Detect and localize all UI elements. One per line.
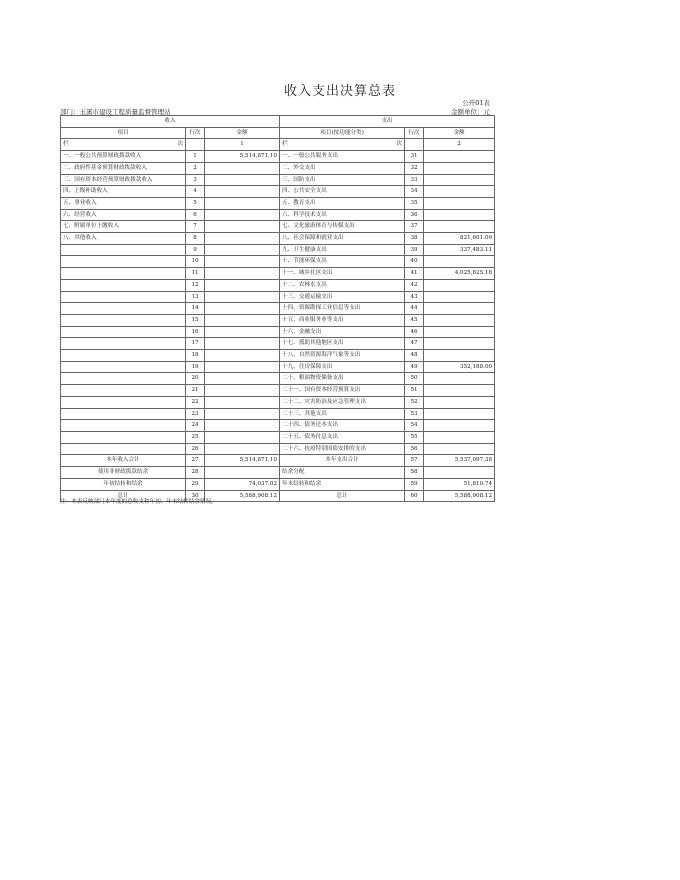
expense-item-cell: 十四、资源勘探工业信息等支出 bbox=[280, 303, 405, 315]
expense-item-cell: 十六、金融支出 bbox=[280, 326, 405, 338]
income-amount-cell bbox=[205, 467, 280, 479]
column-header-row bbox=[61, 127, 495, 139]
expense-item-cell: 六、科学技术支出 bbox=[280, 209, 405, 221]
income-item-cell bbox=[61, 420, 186, 432]
table-note: 注：本表反映部门本年度的总收支和年初、年末结转结余情况。 bbox=[60, 499, 217, 505]
expense-amount-cell bbox=[424, 221, 495, 233]
expense-item-cell: 十、节能环保支出 bbox=[280, 256, 405, 268]
expense-item-cell: 二十六、抗疫特别国债安排的支出 bbox=[280, 443, 405, 455]
expense-amount-cell bbox=[424, 303, 495, 315]
expense-item-cell: 十七、援助其他地区支出 bbox=[280, 338, 405, 350]
table-row bbox=[61, 174, 495, 186]
expense-line-cell: 43 bbox=[405, 291, 424, 303]
income-item-cell bbox=[61, 361, 186, 373]
income-line-cell: 28 bbox=[186, 467, 205, 479]
table-row bbox=[61, 467, 495, 479]
expense-col-label: 栏 次 bbox=[280, 139, 405, 151]
income-line-cell: 5 bbox=[186, 197, 205, 209]
income-line-cell: 8 bbox=[186, 233, 205, 245]
expense-line-cell: 45 bbox=[405, 314, 424, 326]
table-row bbox=[61, 162, 495, 174]
income-line-cell: 6 bbox=[186, 209, 205, 221]
expense-item-cell: 二十一、国有资本经营预算支出 bbox=[280, 385, 405, 397]
income-col-number: 1 bbox=[205, 139, 280, 151]
column-number-row bbox=[61, 139, 495, 151]
expense-line-cell: 42 bbox=[405, 279, 424, 291]
income-amount-cell bbox=[205, 385, 280, 397]
expense-item-cell: 二、外交支出 bbox=[280, 162, 405, 174]
expense-amount-cell: 51,810.74 bbox=[424, 478, 495, 490]
section-header-row bbox=[61, 116, 495, 128]
expense-line-cell: 55 bbox=[405, 431, 424, 443]
expense-item-cell: 七、文化旅游体育与传媒支出 bbox=[280, 221, 405, 233]
expense-item-cell: 十一、城乡社区支出 bbox=[280, 268, 405, 280]
expense-line-cell: 60 bbox=[405, 490, 424, 502]
income-line-cell: 10 bbox=[186, 256, 205, 268]
table-row bbox=[61, 268, 495, 280]
expense-amount-cell: 5,588,908.12 bbox=[424, 490, 495, 502]
income-item-cell: 八、其他收入 bbox=[61, 233, 186, 245]
expense-amount-cell bbox=[424, 186, 495, 198]
expense-amount-cell bbox=[424, 326, 495, 338]
income-line-cell: 24 bbox=[186, 420, 205, 432]
expense-item-header: 项目(按功能分类) bbox=[280, 127, 405, 139]
income-amount-cell bbox=[205, 350, 280, 362]
expense-line-cell: 56 bbox=[405, 443, 424, 455]
expense-line-cell: 44 bbox=[405, 303, 424, 315]
income-line-cell: 2 bbox=[186, 162, 205, 174]
expense-line-cell: 52 bbox=[405, 396, 424, 408]
expense-amount-cell bbox=[424, 279, 495, 291]
expense-item-cell: 总计 bbox=[280, 490, 405, 502]
income-amount-cell bbox=[205, 186, 280, 198]
income-line-cell: 30 bbox=[186, 490, 205, 502]
expense-line-cell: 31 bbox=[405, 151, 424, 163]
expense-line-cell: 51 bbox=[405, 385, 424, 397]
expense-item-cell: 十二、农林水支出 bbox=[280, 279, 405, 291]
table-row bbox=[61, 221, 495, 233]
income-item-cell: 使用非财政拨款结余 bbox=[61, 467, 186, 479]
expense-line-cell: 37 bbox=[405, 221, 424, 233]
expense-line-header: 行次 bbox=[405, 127, 424, 139]
expense-line-cell: 34 bbox=[405, 186, 424, 198]
income-amount-cell bbox=[205, 256, 280, 268]
income-amount-cell bbox=[205, 431, 280, 443]
table-row bbox=[61, 385, 495, 397]
table-row bbox=[61, 455, 495, 467]
income-amount-cell bbox=[205, 162, 280, 174]
income-item-cell bbox=[61, 338, 186, 350]
income-item-cell: 本年收入合计 bbox=[61, 455, 186, 467]
expense-amount-cell bbox=[424, 396, 495, 408]
table-row bbox=[61, 291, 495, 303]
expense-amount-cell: 337,483.11 bbox=[424, 244, 495, 256]
expense-item-cell: 二十二、灾害防治及应急管理支出 bbox=[280, 396, 405, 408]
income-amount-cell bbox=[205, 338, 280, 350]
income-item-header: 项目 bbox=[61, 127, 186, 139]
table-row bbox=[61, 209, 495, 221]
income-item-cell bbox=[61, 408, 186, 420]
expense-line-cell: 54 bbox=[405, 420, 424, 432]
income-line-cell: 27 bbox=[186, 455, 205, 467]
income-line-cell: 7 bbox=[186, 221, 205, 233]
expense-line-cell: 59 bbox=[405, 478, 424, 490]
income-amount-cell bbox=[205, 279, 280, 291]
income-amount-cell bbox=[205, 408, 280, 420]
income-line-cell: 1 bbox=[186, 151, 205, 163]
expense-line-cell: 38 bbox=[405, 233, 424, 245]
expense-item-cell: 四、公共安全支出 bbox=[280, 186, 405, 198]
expense-line-cell: 58 bbox=[405, 467, 424, 479]
income-line-cell: 26 bbox=[186, 443, 205, 455]
table-row bbox=[61, 197, 495, 209]
income-line-cell: 18 bbox=[186, 350, 205, 362]
income-item-cell bbox=[61, 443, 186, 455]
income-item-cell: 六、经营收入 bbox=[61, 209, 186, 221]
income-amount-cell bbox=[205, 396, 280, 408]
expense-amount-cell bbox=[424, 314, 495, 326]
form-number: 公开01表 bbox=[462, 99, 490, 107]
income-line-cell: 21 bbox=[186, 385, 205, 397]
expense-amount-cell bbox=[424, 151, 495, 163]
expense-section-header: 支出 bbox=[280, 116, 495, 128]
income-amount-cell: 5,588,908.12 bbox=[205, 490, 280, 502]
income-item-cell: 总计 bbox=[61, 490, 186, 502]
expense-item-cell: 二十三、其他支出 bbox=[280, 408, 405, 420]
table-row bbox=[61, 244, 495, 256]
income-amount-cell bbox=[205, 420, 280, 432]
expense-line-cell: 48 bbox=[405, 350, 424, 362]
income-line-cell: 17 bbox=[186, 338, 205, 350]
income-line-cell: 29 bbox=[186, 478, 205, 490]
expense-amount-cell bbox=[424, 373, 495, 385]
income-section-header: 收入 bbox=[61, 116, 280, 128]
income-line-cell: 11 bbox=[186, 268, 205, 280]
expense-item-cell: 八、社会保障和就业支出 bbox=[280, 233, 405, 245]
income-line-header: 行次 bbox=[186, 127, 205, 139]
expense-line-cell: 53 bbox=[405, 408, 424, 420]
table-row bbox=[61, 431, 495, 443]
income-amount-cell bbox=[205, 174, 280, 186]
table-row bbox=[61, 408, 495, 420]
expense-amount-cell bbox=[424, 209, 495, 221]
expense-line-cell: 35 bbox=[405, 197, 424, 209]
expense-line-cell: 46 bbox=[405, 326, 424, 338]
table-row bbox=[61, 420, 495, 432]
table-row bbox=[61, 361, 495, 373]
income-amount-cell bbox=[205, 361, 280, 373]
income-expense-table bbox=[60, 115, 495, 502]
expense-item-cell: 十三、交通运输支出 bbox=[280, 291, 405, 303]
expense-item-cell: 三、国防支出 bbox=[280, 174, 405, 186]
expense-amount-cell: 4,025,825.18 bbox=[424, 268, 495, 280]
income-amount-cell bbox=[205, 221, 280, 233]
income-line-cell: 4 bbox=[186, 186, 205, 198]
income-amount-cell bbox=[205, 326, 280, 338]
expense-item-cell: 一、一般公共服务支出 bbox=[280, 151, 405, 163]
income-item-cell bbox=[61, 244, 186, 256]
income-line-cell: 13 bbox=[186, 291, 205, 303]
expense-amount-cell bbox=[424, 431, 495, 443]
expense-line-cell: 47 bbox=[405, 338, 424, 350]
income-item-cell bbox=[61, 326, 186, 338]
expense-amount-cell bbox=[424, 291, 495, 303]
income-item-cell bbox=[61, 256, 186, 268]
table-row bbox=[61, 350, 495, 362]
expense-item-cell: 五、教育支出 bbox=[280, 197, 405, 209]
expense-amount-cell bbox=[424, 467, 495, 479]
expense-line-cell: 40 bbox=[405, 256, 424, 268]
income-line-cell: 16 bbox=[186, 326, 205, 338]
table-row bbox=[61, 396, 495, 408]
expense-amount-cell: 821,601.09 bbox=[424, 233, 495, 245]
income-amount-cell bbox=[205, 268, 280, 280]
income-amount-cell bbox=[205, 291, 280, 303]
expense-line-cell: 33 bbox=[405, 174, 424, 186]
income-amount-cell bbox=[205, 314, 280, 326]
department-name: 部门：玉溪市建设工程质量监督管理站 bbox=[60, 108, 171, 116]
expense-item-cell: 本年支出合计 bbox=[280, 455, 405, 467]
expense-line-cell: 32 bbox=[405, 162, 424, 174]
income-item-cell: 四、上级补助收入 bbox=[61, 186, 186, 198]
expense-amount-cell bbox=[424, 420, 495, 432]
table-row bbox=[61, 478, 495, 490]
table-row bbox=[61, 338, 495, 350]
expense-line-cell: 39 bbox=[405, 244, 424, 256]
income-item-cell bbox=[61, 396, 186, 408]
income-amount-cell bbox=[205, 197, 280, 209]
expense-amount-cell: 352,188.00 bbox=[424, 361, 495, 373]
expense-amount-cell bbox=[424, 162, 495, 174]
expense-amount-cell bbox=[424, 408, 495, 420]
expense-item-cell: 二十五、债务付息支出 bbox=[280, 431, 405, 443]
income-item-cell bbox=[61, 291, 186, 303]
expense-amount-cell bbox=[424, 256, 495, 268]
income-item-cell bbox=[61, 268, 186, 280]
income-line-cell: 19 bbox=[186, 361, 205, 373]
income-amount-cell: 5,514,871.10 bbox=[205, 455, 280, 467]
income-item-cell bbox=[61, 373, 186, 385]
income-line-cell: 14 bbox=[186, 303, 205, 315]
expense-col-number: 2 bbox=[424, 139, 495, 151]
income-amount-cell bbox=[205, 209, 280, 221]
income-col-label: 栏 次 bbox=[61, 139, 186, 151]
table-row bbox=[61, 326, 495, 338]
income-amount-cell: 74,037.02 bbox=[205, 478, 280, 490]
income-line-cell: 23 bbox=[186, 408, 205, 420]
income-item-cell bbox=[61, 303, 186, 315]
expense-item-cell: 十九、住房保障支出 bbox=[280, 361, 405, 373]
income-amount-header: 金额 bbox=[205, 127, 280, 139]
expense-line-cell: 49 bbox=[405, 361, 424, 373]
expense-line-cell: 41 bbox=[405, 268, 424, 280]
income-item-cell: 三、国有资本经营预算财政拨款收入 bbox=[61, 174, 186, 186]
income-item-cell: 七、附属单位上缴收入 bbox=[61, 221, 186, 233]
income-amount-cell bbox=[205, 233, 280, 245]
expense-item-cell: 二十四、债务还本支出 bbox=[280, 420, 405, 432]
income-item-cell: 二、政府性基金预算财政拨款收入 bbox=[61, 162, 186, 174]
expense-amount-cell bbox=[424, 197, 495, 209]
income-amount-cell bbox=[205, 303, 280, 315]
income-amount-cell bbox=[205, 244, 280, 256]
expense-line-cell: 50 bbox=[405, 373, 424, 385]
expense-amount-header: 金额 bbox=[424, 127, 495, 139]
income-amount-cell bbox=[205, 443, 280, 455]
table-row bbox=[61, 314, 495, 326]
expense-amount-cell bbox=[424, 350, 495, 362]
expense-amount-cell bbox=[424, 443, 495, 455]
table-row bbox=[61, 151, 495, 163]
income-item-cell: 年初结转和结余 bbox=[61, 478, 186, 490]
income-line-cell: 12 bbox=[186, 279, 205, 291]
income-line-cell: 22 bbox=[186, 396, 205, 408]
income-item-cell bbox=[61, 279, 186, 291]
income-line-cell: 9 bbox=[186, 244, 205, 256]
table-row bbox=[61, 303, 495, 315]
income-item-cell: 一、一般公共预算财政拨款收入 bbox=[61, 151, 186, 163]
expense-amount-cell bbox=[424, 338, 495, 350]
income-item-cell bbox=[61, 350, 186, 362]
income-item-cell bbox=[61, 314, 186, 326]
table-row bbox=[61, 373, 495, 385]
expense-item-cell: 十五、商业服务业等支出 bbox=[280, 314, 405, 326]
amount-unit: 金额单位：元 bbox=[451, 108, 490, 116]
expense-amount-cell bbox=[424, 385, 495, 397]
income-line-cell: 20 bbox=[186, 373, 205, 385]
expense-item-cell: 九、卫生健康支出 bbox=[280, 244, 405, 256]
income-amount-cell bbox=[205, 373, 280, 385]
table-row bbox=[61, 443, 495, 455]
table-row bbox=[61, 279, 495, 291]
table-row bbox=[61, 233, 495, 245]
expense-line-cell: 57 bbox=[405, 455, 424, 467]
income-amount-cell: 5,514,871.10 bbox=[205, 151, 280, 163]
expense-item-cell: 年末结转和结余 bbox=[280, 478, 405, 490]
income-line-cell: 25 bbox=[186, 431, 205, 443]
expense-line-cell: 36 bbox=[405, 209, 424, 221]
expense-item-cell: 二十、粮油物资储备支出 bbox=[280, 373, 405, 385]
income-line-cell: 15 bbox=[186, 314, 205, 326]
income-line-cell: 3 bbox=[186, 174, 205, 186]
expense-item-cell: 十八、自然资源海洋气象等支出 bbox=[280, 350, 405, 362]
income-item-cell bbox=[61, 385, 186, 397]
expense-amount-cell bbox=[424, 174, 495, 186]
income-item-cell bbox=[61, 431, 186, 443]
expense-amount-cell: 5,537,097.38 bbox=[424, 455, 495, 467]
table-row bbox=[61, 256, 495, 268]
expense-item-cell: 结余分配 bbox=[280, 467, 405, 479]
table-row bbox=[61, 186, 495, 198]
income-item-cell: 五、事业收入 bbox=[61, 197, 186, 209]
page-title: 收入支出决算总表 bbox=[283, 84, 396, 99]
